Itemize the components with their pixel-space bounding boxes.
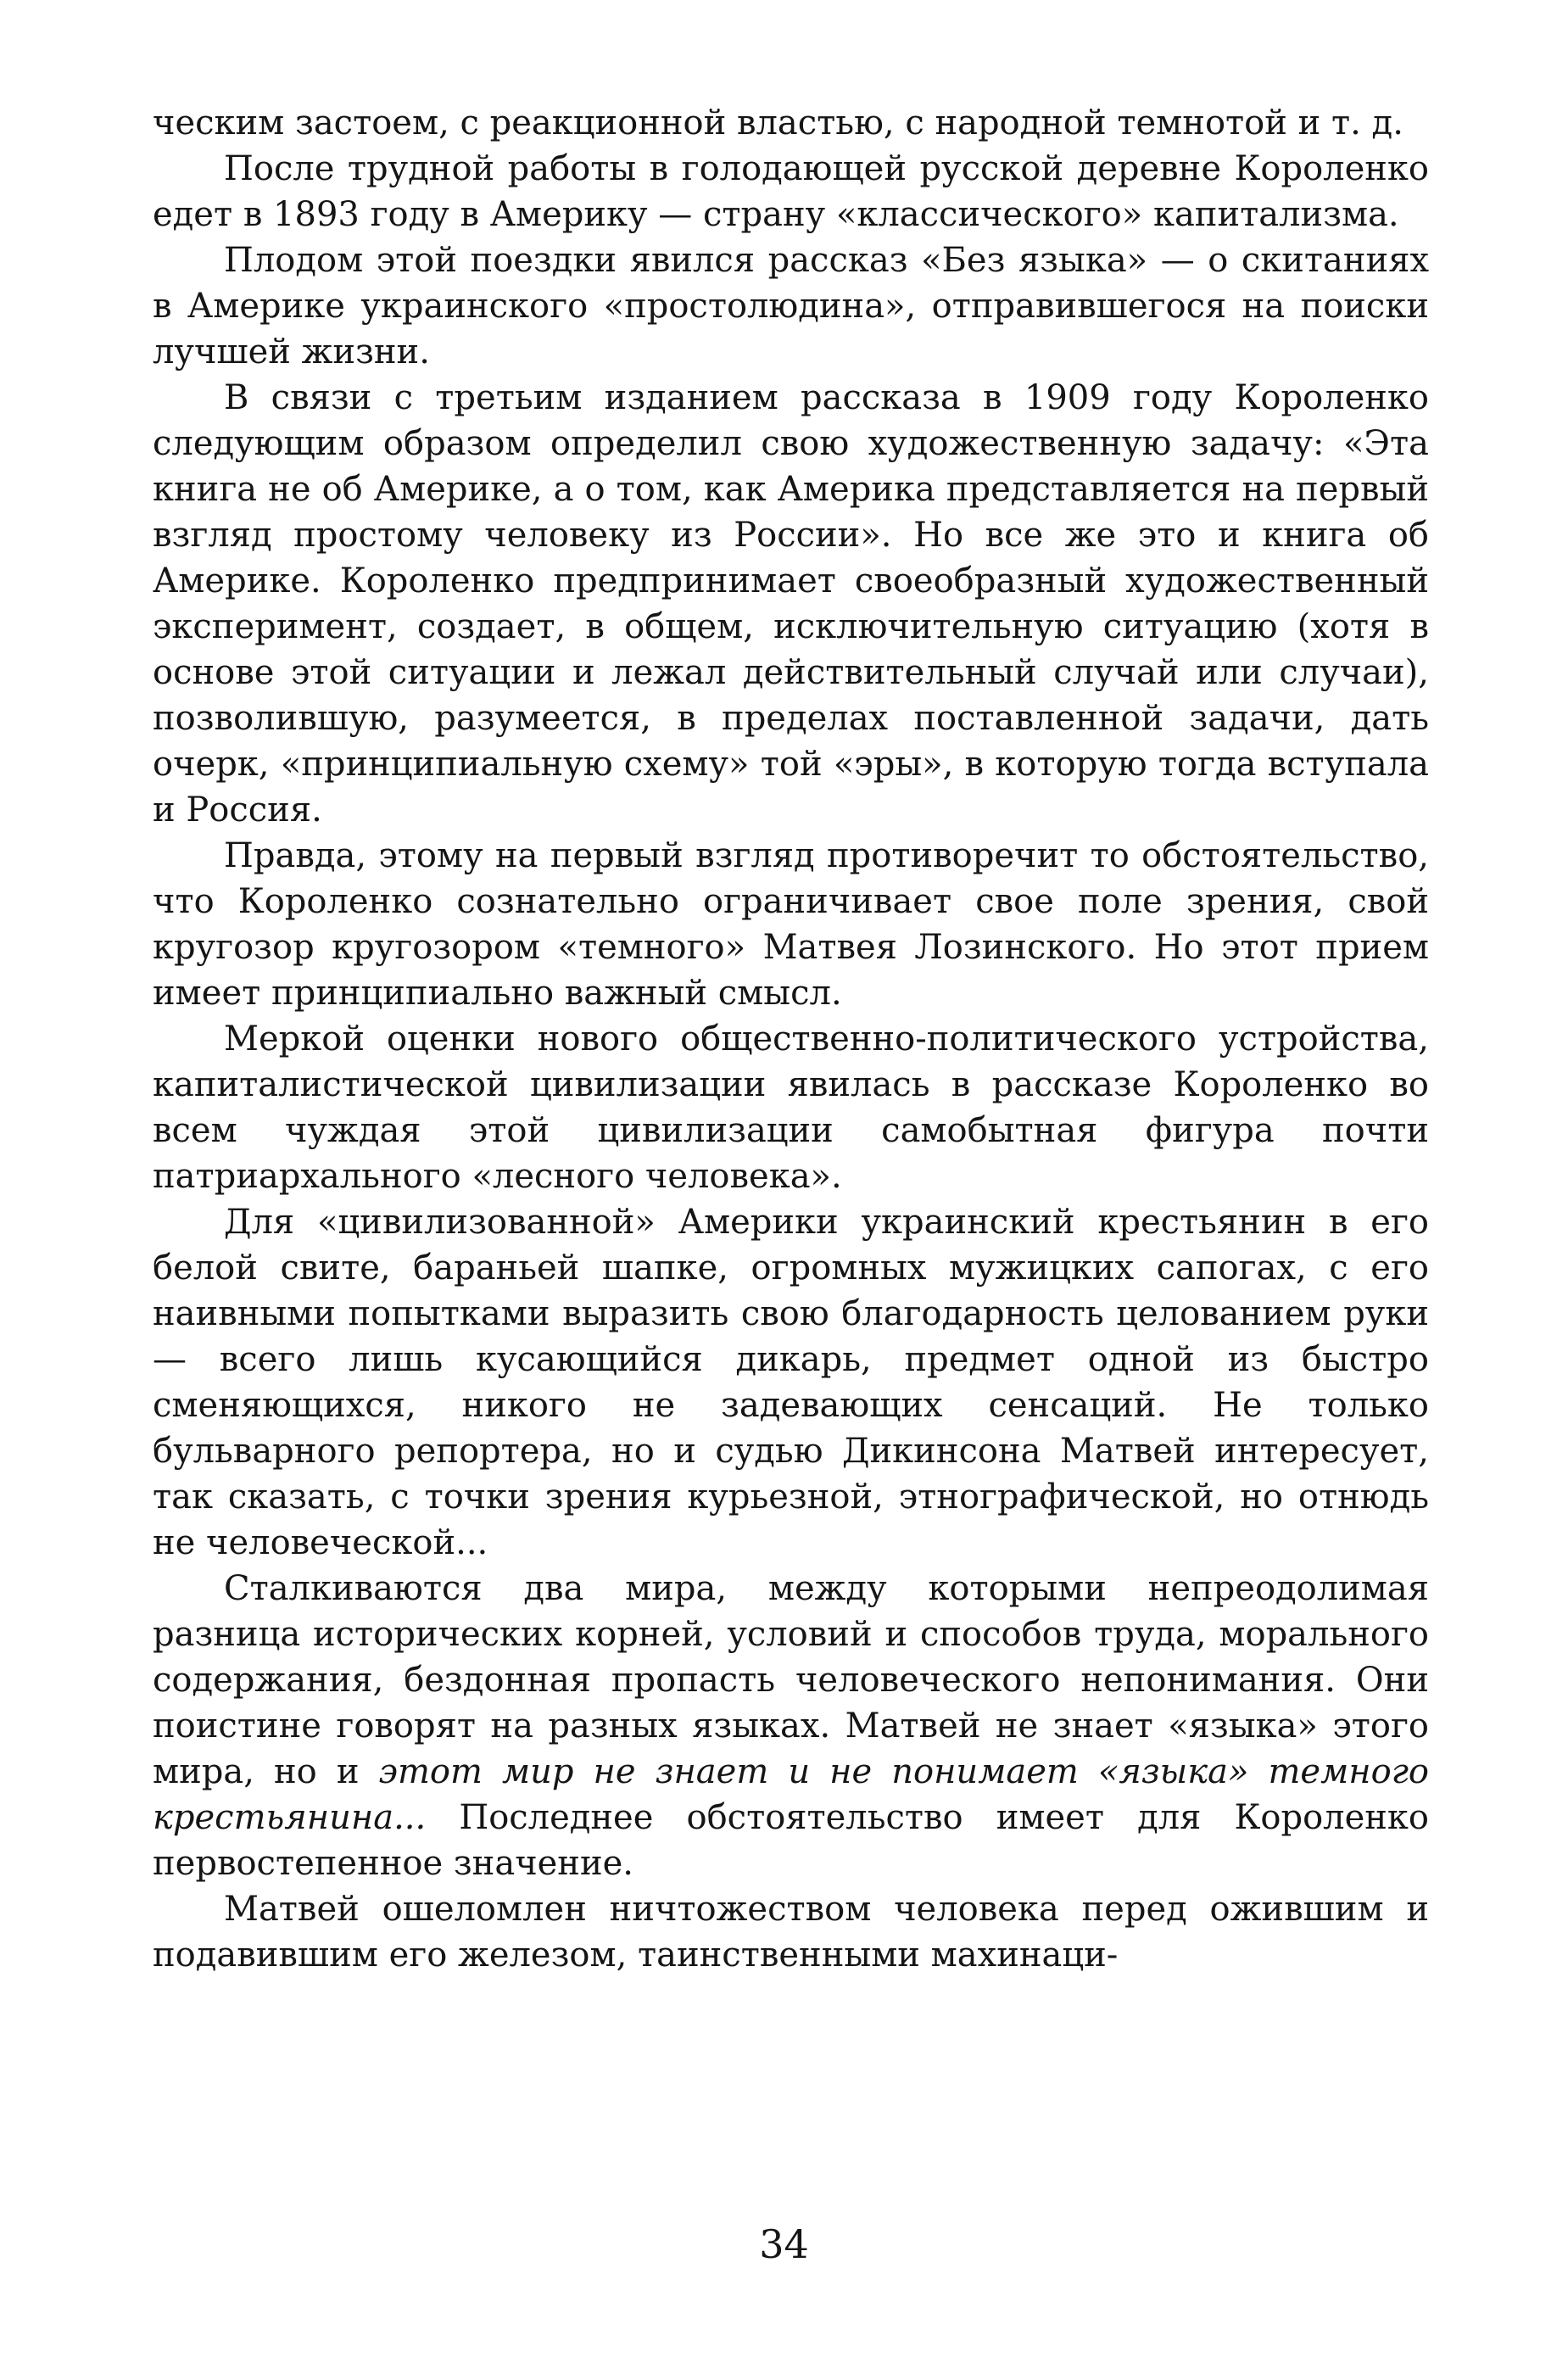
italic-emphasis: этот мир не знает и не понимает «языка» темного крестьянина... [153,1752,1429,1837]
paragraph-with-italic [153,1566,1429,1886]
page-text [153,100,1429,1978]
paragraph: Плодом этой поездки явился рассказ «Без языка» — о скитаниях в Америке украинского «простолюдина», отправившегося на поиски лучшей жизни. [153,241,1429,371]
paragraph: Правда, этому на первый взгляд противоречит то обстоятельство, что Короленко сознательно ограничивает свое поле зрения, свой кругозор кругозором «темного» Матвея Лозинского. Но этот прием имеет принципиально важный смысл. [153,836,1429,1013]
paragraph: Меркой оценки нового общественно-политического устройства, капиталистической цивилизации явилась в рассказе Короленко во всем чуждая этой цивилизации самобытная фигура почти патриархального «лесного человека». [153,1019,1429,1196]
paragraph: Матвей ошеломлен ничтожеством человека перед ожившим и подавившим его железом, таинственными махинаци- [153,1890,1429,1975]
paragraph-text: Сталкиваются два мира, между которыми непреодолимая разница исторических корней, условий и способов труда, морального содержания, бездонная пропасть человеческого непонимания. Они поистине говорят на разных языках. Матвей не знает «языка» этого мира, но и [153,1569,1429,1791]
paragraph-continuation: ческим застоем, с реакционной властью, с народной темнотой и т. д. [153,103,1403,142]
page-number: 34 [759,2221,809,2267]
paragraph: Для «цивилизованной» Америки украинский крестьянин в его белой свите, бараньей шапке, огромных мужицких сапогах, с его наивными попытками выразить свою благодарность целованием руки — всего лишь кусающийся дикарь, предмет одной из быстро сменяющихся, никого не задевающих сенсаций. Не только бульварного репортера, но и судью Дикинсона Матвей интересует, так сказать, с точки зрения курьезной, этнографической, но отнюдь не человеческой... [153,1203,1429,1562]
paragraph-text: Последнее обстоятельство имеет для Короленко первостепенное значение. [153,1798,1429,1883]
paragraph: После трудной работы в голодающей русской деревне Короленко едет в 1893 году в Америку — страну «классического» капитализма. [153,149,1429,234]
paragraph: В связи с третьим изданием рассказа в 1909 году Короленко следующим образом определил свою художественную задачу: «Эта книга не об Америке, а о том, как Америка представляется на первый взгляд простому человеку из России». Но все же это и книга об Америке. Короленко предпринимает своеобразный художественный эксперимент, создает, в общем, исключительную ситуацию (хотя в основе этой ситуации и лежал действительный случай или случаи), позволившую, разумеется, в пределах поставленной задачи, дать очерк, «принципиальную схему» той «эры», в которую тогда вступала и Россия. [153,378,1429,830]
